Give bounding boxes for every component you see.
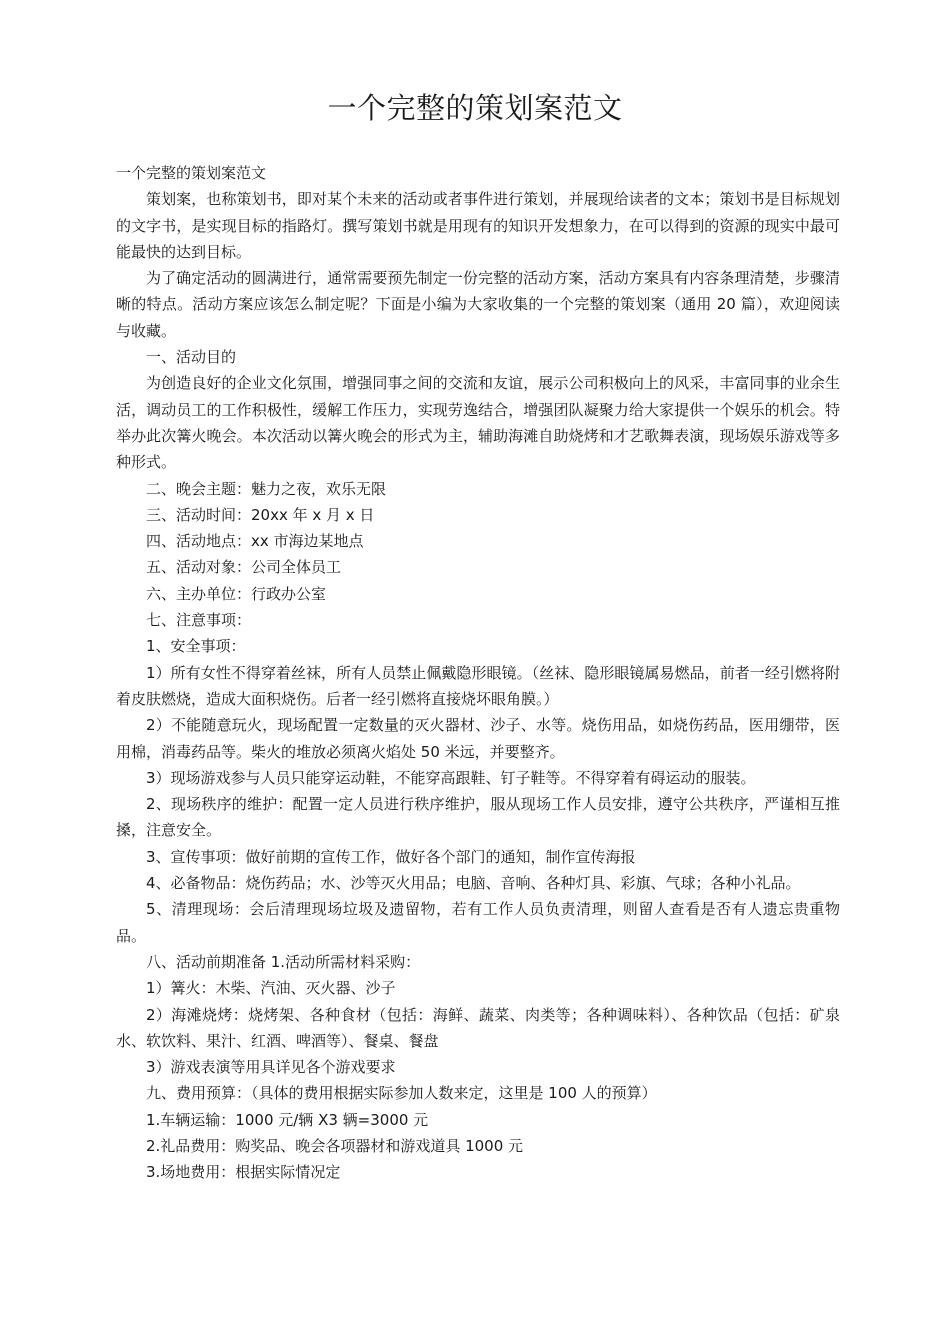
budget-item-venue: 3.场地费用：根据实际情况定	[146, 1163, 341, 1182]
item-activity-audience: 五、活动对象：公司全体员工	[146, 558, 342, 577]
paragraph-activity-goal: 为创造良好的企业文化氛围，增强同事之间的交流和友谊，展示公司积极向上的风采，丰富同事的业余生活，调动员工的工作积极性，缓解工作压力，实现劳逸结合，增强团队凝聚力给大家提供一个娱乐的机会。特举办此次篝火晚会。本次活动以篝火晚会的形式为主，辅助海滩自助烧烤和才艺歌舞表演，现场娱乐游戏等多种形式。	[116, 374, 840, 472]
heading-notes: 七、注意事项：	[146, 611, 252, 630]
document-subtitle: 一个完整的策划案范文	[116, 164, 267, 182]
item-cleanup: 5、清理现场：会后清理现场垃圾及遗留物，若有工作人员负责清理，则留人查看是否有人遗忘贵重物品。	[116, 900, 840, 945]
item-activity-time: 三、活动时间：20xx 年 x 月 x 日	[146, 505, 375, 524]
heading-preparation: 八、活动前期准备 1.活动所需材料采购：	[146, 952, 421, 971]
budget-item-gifts: 2.礼品费用：购奖品、晚会各项器材和游戏道具 1000 元	[146, 1136, 524, 1155]
list-item-games: 3）游戏表演等用具详见各个游戏要求	[146, 1058, 396, 1077]
document-body	[116, 160, 840, 1186]
budget-item-transport: 1.车辆运输：1000 元/辆 X3 辆=3000 元	[146, 1110, 429, 1129]
document-title: 一个完整的策划案范文	[327, 91, 623, 125]
list-item-bbq: 2）海滩烧烤：烧烤架、各种食材（包括：海鲜、蔬菜、肉类等；各种调味料）、各种饮品（包括：矿泉水、软饮料、果汁、红酒、啤酒等）、餐桌、餐盘	[116, 1005, 840, 1050]
paragraph-intro-definition: 策划案，也称策划书，即对某个未来的活动或者事件进行策划，并展现给读者的文本；策划书是目标规划的文字书，是实现目标的指路灯。撰写策划书就是用现有的知识开发想象力，在可以得到的资源的现实中最可能最快的达到目标。	[116, 190, 840, 261]
list-item-safety-2: 2）不能随意玩火，现场配置一定数量的灭火器材、沙子、水等。烧伤用品，如烧伤药品，医用绷带，医用棉，消毒药品等。柴火的堆放必须离火焰处 50 米远，并要整齐。	[116, 716, 840, 761]
subheading-safety: 1、安全事项：	[146, 637, 246, 656]
item-organizer: 六、主办单位：行政办公室	[146, 584, 327, 603]
heading-activity-goal: 一、活动目的	[146, 348, 237, 367]
heading-budget: 九、费用预算：（具体的费用根据实际参加人数来定，这里是 100 人的预算）	[146, 1084, 657, 1103]
paragraph-intro-purpose: 为了确定活动的圆满进行，通常需要预先制定一份完整的活动方案，活动方案具有内容条理清楚，步骤清晰的特点。活动方案应该怎么制定呢？下面是小编为大家收集的一个完整的策划案（通用 20 篇），欢迎阅读与收藏。	[116, 269, 840, 340]
item-order-maintenance: 2、现场秩序的维护：配置一定人员进行秩序维护，服从现场工作人员安排，遵守公共秩序，严谨相互推搡，注意安全。	[116, 795, 840, 840]
list-item-safety-3: 3）现场游戏参与人员只能穿运动鞋，不能穿高跟鞋、钉子鞋等。不得穿着有碍运动的服装。	[146, 768, 756, 787]
item-activity-location: 四、活动地点：xx 市海边某地点	[146, 532, 364, 551]
item-party-theme: 二、晚会主题：魅力之夜，欢乐无限	[146, 479, 387, 498]
list-item-bonfire: 1）篝火：木柴、汽油、灭火器、沙子	[146, 979, 396, 998]
item-required-supplies: 4、必备物品：烧伤药品；水、沙等灭火用品；电脑、音响、各种灯具、彩旗、气球；各种小礼品。	[146, 874, 801, 893]
list-item-safety-1: 1）所有女性不得穿着丝袜，所有人员禁止佩戴隐形眼镜。（丝袜、隐形眼镜属易燃品，前者一经引燃将附着皮肤燃烧，造成大面积烧伤。后者一经引燃将直接烧坏眼角膜。）	[116, 663, 840, 708]
item-publicity: 3、宣传事项：做好前期的宣传工作，做好各个部门的通知，制作宣传海报	[146, 847, 636, 866]
